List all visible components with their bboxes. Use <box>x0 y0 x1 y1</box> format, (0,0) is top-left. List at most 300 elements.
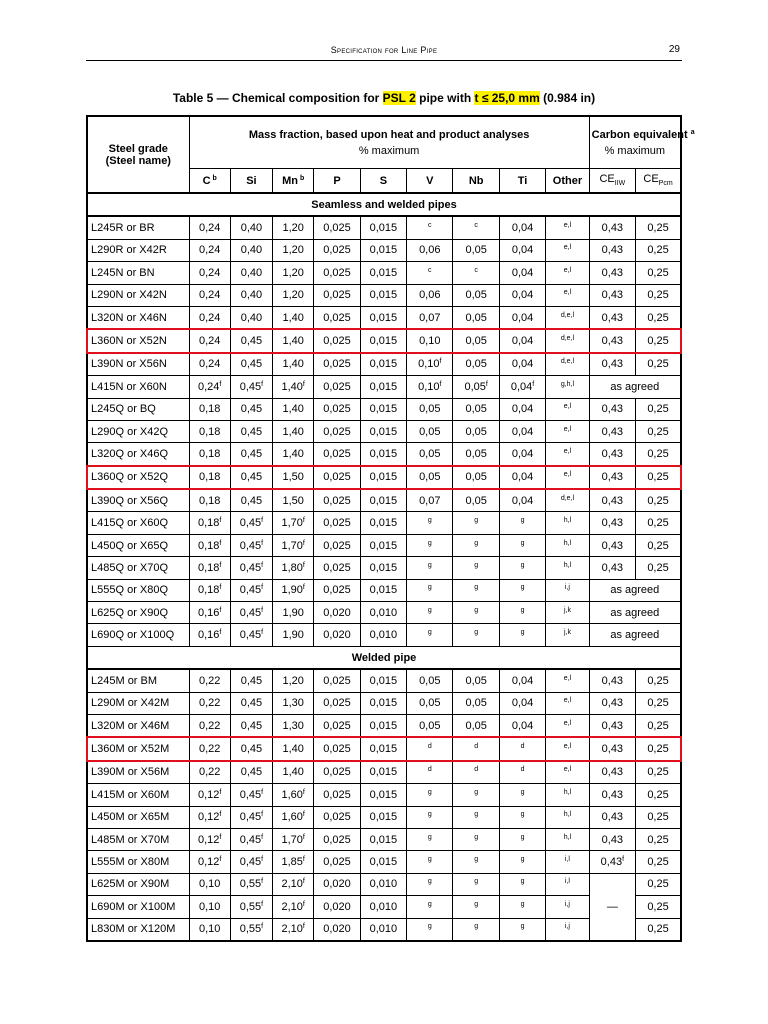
footnote-ref: f <box>302 539 305 547</box>
footnote-ref: f <box>261 380 264 388</box>
value-cell-v <box>407 873 453 895</box>
value-cell-ti: 0,04 <box>499 420 545 442</box>
value-cell-c: 0,10 <box>189 896 230 918</box>
footnote-ref: f <box>261 900 264 908</box>
table-row <box>87 239 681 261</box>
value-cell-nb: 0,05 <box>453 284 499 306</box>
value-cell-si: 0,45 <box>230 398 272 420</box>
value-cell-ti <box>499 602 545 624</box>
footnote-ref: e,l <box>563 743 572 751</box>
value-cell-p: 0,025 <box>314 306 360 329</box>
table-row <box>87 806 681 828</box>
ce-pcm-cell: 0,25 <box>636 443 681 466</box>
value-cell-v <box>407 737 453 760</box>
value-cell-v: 0,05 <box>407 714 453 737</box>
value-cell-other <box>546 806 589 828</box>
mass-fraction-title: Mass fraction, based upon heat and product analyses <box>248 128 530 141</box>
value-cell-ti: 0,04$^f$ <box>499 376 545 398</box>
footnote-ref: f <box>219 629 222 637</box>
value-cell-ti <box>499 918 545 941</box>
footnote-ref: f <box>261 539 264 547</box>
footnote-ref: g,h,l <box>560 380 575 388</box>
value-cell-s: 0,015 <box>360 806 406 828</box>
table-row <box>87 353 681 376</box>
steel-grade-cell: L690Q or X100Q <box>87 624 189 646</box>
value-cell-nb <box>453 828 499 850</box>
footnote-ref: g <box>520 606 525 614</box>
value-cell-ti: 0,04 <box>499 692 545 714</box>
footnote-ref: f <box>302 517 305 525</box>
value-cell-mn: 2,10$^f$ <box>273 918 314 941</box>
ce-iiw-cell: 0,43 <box>589 216 635 239</box>
value-cell-p: 0,025 <box>314 353 360 376</box>
value-cell-s: 0,015 <box>360 784 406 806</box>
value-cell-p: 0,025 <box>314 669 360 692</box>
value-cell-c: 0,18 <box>189 489 230 512</box>
caption-mid: pipe with <box>415 91 475 105</box>
element-header-footnote: b <box>210 174 217 182</box>
element-header-si: Si <box>230 169 272 194</box>
value-cell-other <box>546 602 589 624</box>
value-cell-c: 0,18$^f$ <box>189 534 230 556</box>
running-head <box>86 42 682 61</box>
value-cell-s: 0,015 <box>360 353 406 376</box>
table-row <box>87 851 681 873</box>
value-cell-p: 0,025 <box>314 329 360 352</box>
value-cell-v: 0,10$^f$ <box>407 353 453 376</box>
value-cell-other <box>546 512 589 534</box>
value-cell-nb: 0,05$^f$ <box>453 376 499 398</box>
value-cell-ti <box>499 512 545 534</box>
value-cell-p: 0,025 <box>314 692 360 714</box>
ce-pcm-cell: 0,25 <box>636 557 681 579</box>
value-cell-v <box>407 216 453 239</box>
footnote-ref: d <box>474 766 479 774</box>
footnote-ref: c <box>474 222 478 230</box>
footnote-ref: g <box>520 811 525 819</box>
value-cell-si: 0,45$^f$ <box>230 376 272 398</box>
value-cell-v <box>407 602 453 624</box>
footnote-ref: e,l <box>563 674 572 682</box>
value-cell-p: 0,020 <box>314 873 360 895</box>
footnote-ref: d,e,l <box>560 494 575 502</box>
value-cell-mn: 1,70$^f$ <box>273 828 314 850</box>
carbon-equivalent-merged-cell: as agreed <box>589 602 681 624</box>
ce-iiw-cell: 0,43 <box>589 420 635 442</box>
steel-grade-cell: L415M or X60M <box>87 784 189 806</box>
table-row-highlighted <box>87 737 681 760</box>
value-cell-ti <box>499 873 545 895</box>
value-cell-si: 0,45 <box>230 420 272 442</box>
value-cell-c: 0,18 <box>189 466 230 489</box>
value-cell-si: 0,40 <box>230 284 272 306</box>
value-cell-s: 0,015 <box>360 216 406 239</box>
value-cell-c: 0,18 <box>189 398 230 420</box>
ce-iiw-cell: 0,43 <box>589 466 635 489</box>
value-cell-p: 0,025 <box>314 466 360 489</box>
value-cell-nb: 0,05 <box>453 420 499 442</box>
value-cell-mn: 1,40 <box>273 398 314 420</box>
value-cell-ti <box>499 896 545 918</box>
value-cell-s: 0,015 <box>360 534 406 556</box>
value-cell-other <box>546 761 589 784</box>
ce-iiw-cell: 0,43 <box>589 828 635 850</box>
element-header-v: V <box>407 169 453 194</box>
value-cell-nb <box>453 624 499 646</box>
table-body <box>87 193 681 941</box>
value-cell-v: 0,05 <box>407 692 453 714</box>
value-cell-other <box>546 557 589 579</box>
value-cell-nb <box>453 784 499 806</box>
footnote-ref: f <box>302 900 305 908</box>
value-cell-s: 0,015 <box>360 737 406 760</box>
footnote-ref: f <box>302 811 305 819</box>
value-cell-v <box>407 534 453 556</box>
value-cell-other <box>546 284 589 306</box>
value-cell-other <box>546 534 589 556</box>
ce-pcm-cell: 0,25 <box>636 828 681 850</box>
value-cell-si: 0,45 <box>230 489 272 512</box>
ce-pcm-cell: 0,25 <box>636 896 681 918</box>
value-cell-c: 0,10 <box>189 873 230 895</box>
value-cell-nb: 0,05 <box>453 443 499 466</box>
value-cell-nb <box>453 557 499 579</box>
value-cell-c: 0,12$^f$ <box>189 828 230 850</box>
footnote-ref: f <box>261 788 264 796</box>
value-cell-nb: 0,05 <box>453 398 499 420</box>
value-cell-mn: 1,70$^f$ <box>273 534 314 556</box>
value-cell-c: 0,24$^f$ <box>189 376 230 398</box>
value-cell-other <box>546 376 589 398</box>
value-cell-mn: 1,40 <box>273 761 314 784</box>
ce-iiw-cell: 0,43 <box>589 239 635 261</box>
value-cell-v: 0,05 <box>407 669 453 692</box>
footnote-ref: g <box>427 584 432 592</box>
footnote-ref: f <box>261 517 264 525</box>
running-title: Specification for Line Pipe <box>330 45 438 55</box>
footnote-ref: g <box>474 878 479 886</box>
value-cell-v <box>407 761 453 784</box>
steel-grade-cell: L290M or X42M <box>87 692 189 714</box>
element-header-c: C $^b$ <box>189 169 230 194</box>
ce-pcm-cell: 0,25 <box>636 353 681 376</box>
ce-iiw-cell: 0,43 <box>589 262 635 284</box>
steel-grade-cell: L245Q or BQ <box>87 398 189 420</box>
footnote-ref: e,l <box>563 222 572 230</box>
table-row <box>87 216 681 239</box>
value-cell-ti <box>499 737 545 760</box>
value-cell-ti: 0,04 <box>499 398 545 420</box>
value-cell-mn: 1,70$^f$ <box>273 512 314 534</box>
footnote-ref: g <box>520 856 525 864</box>
value-cell-p: 0,025 <box>314 284 360 306</box>
ce-iiw-cell: 0,43 <box>589 353 635 376</box>
footnote-ref: d,e,l <box>560 335 575 343</box>
steel-grade-header: Steel grade (Steel name) <box>87 116 189 193</box>
value-cell-p: 0,025 <box>314 828 360 850</box>
value-cell-v <box>407 851 453 873</box>
value-cell-other <box>546 896 589 918</box>
value-cell-mn: 1,60$^f$ <box>273 784 314 806</box>
footnote-ref: c <box>474 266 478 274</box>
value-cell-si: 0,55$^f$ <box>230 896 272 918</box>
value-cell-p: 0,025 <box>314 784 360 806</box>
value-cell-s: 0,015 <box>360 557 406 579</box>
value-cell-p: 0,025 <box>314 239 360 261</box>
value-cell-p: 0,025 <box>314 737 360 760</box>
mass-fraction-header <box>189 116 589 169</box>
value-cell-other <box>546 489 589 512</box>
value-cell-p: 0,020 <box>314 896 360 918</box>
footnote-ref: e,l <box>563 266 572 274</box>
value-cell-s: 0,015 <box>360 466 406 489</box>
value-cell-c: 0,18$^f$ <box>189 579 230 601</box>
steel-grade-cell: L555M or X80M <box>87 851 189 873</box>
ce-pcm-cell: 0,25 <box>636 851 681 873</box>
value-cell-si: 0,45$^f$ <box>230 784 272 806</box>
value-cell-si: 0,45$^f$ <box>230 602 272 624</box>
value-cell-nb: 0,05 <box>453 692 499 714</box>
ce-pcm-cell: 0,25 <box>636 420 681 442</box>
value-cell-nb: 0,05 <box>453 669 499 692</box>
footnote-ref: f <box>302 380 305 388</box>
footnote-ref: f <box>261 606 264 614</box>
value-cell-ti: 0,04 <box>499 353 545 376</box>
value-cell-v: 0,05 <box>407 420 453 442</box>
value-cell-mn: 1,50 <box>273 489 314 512</box>
footnote-ref: d <box>520 743 525 751</box>
value-cell-s: 0,015 <box>360 443 406 466</box>
value-cell-v <box>407 579 453 601</box>
value-cell-ti: 0,04 <box>499 714 545 737</box>
footnote-ref: f <box>219 833 222 841</box>
value-cell-p: 0,020 <box>314 602 360 624</box>
ce-pcm-cell: 0,25 <box>636 216 681 239</box>
table-row <box>87 284 681 306</box>
value-cell-v: 0,05 <box>407 443 453 466</box>
value-cell-ti: 0,04 <box>499 329 545 352</box>
table-caption <box>0 91 768 105</box>
ce-pcm-cell: 0,25 <box>636 784 681 806</box>
value-cell-v <box>407 806 453 828</box>
value-cell-v <box>407 557 453 579</box>
footnote-ref: g <box>520 788 525 796</box>
value-cell-other <box>546 873 589 895</box>
value-cell-si: 0,45 <box>230 692 272 714</box>
carbon-equivalent-merged-cell: as agreed <box>589 624 681 646</box>
value-cell-other <box>546 692 589 714</box>
value-cell-nb <box>453 806 499 828</box>
value-cell-other <box>546 329 589 352</box>
table-row <box>87 489 681 512</box>
footnote-ref: g <box>474 788 479 796</box>
footnote-ref: g <box>474 833 479 841</box>
value-cell-other <box>546 216 589 239</box>
ce-iiw-cell: 0,43 <box>589 329 635 352</box>
footnote-ref: f <box>302 788 305 796</box>
value-cell-s: 0,015 <box>360 376 406 398</box>
footnote-ref: e,l <box>563 244 572 252</box>
value-cell-p: 0,025 <box>314 557 360 579</box>
footnote-ref: f <box>302 561 305 569</box>
ce-header-subscript: IIW <box>614 180 626 188</box>
value-cell-nb <box>453 602 499 624</box>
footnote-ref: d <box>474 743 479 751</box>
value-cell-s: 0,015 <box>360 262 406 284</box>
footnote-ref: g <box>427 539 432 547</box>
ce-pcm-cell: 0,25 <box>636 284 681 306</box>
ce-iiw-cell: 0,43 <box>589 489 635 512</box>
ce-iiw-cell: 0,43 <box>589 443 635 466</box>
footnote-ref: e,l <box>563 719 572 727</box>
footnote-ref: g <box>427 788 432 796</box>
value-cell-other <box>546 669 589 692</box>
footnote-ref: i,j <box>564 584 570 592</box>
footnote-ref: e,l <box>563 425 572 433</box>
value-cell-ti: 0,04 <box>499 669 545 692</box>
footnote-ref: g <box>427 923 432 931</box>
value-cell-c: 0,12$^f$ <box>189 851 230 873</box>
steel-grade-cell: L830M or X120M <box>87 918 189 941</box>
ce-pcm-cell: 0,25 <box>636 466 681 489</box>
value-cell-nb <box>453 918 499 941</box>
value-cell-si: 0,45$^f$ <box>230 806 272 828</box>
footnote-ref: f <box>219 517 222 525</box>
mass-fraction-max-note: % maximum <box>358 144 420 157</box>
value-cell-mn: 1,40 <box>273 443 314 466</box>
section-title: Seamless and welded pipes <box>87 193 681 216</box>
caption-suffix: (0.984 in) <box>539 91 596 105</box>
value-cell-p: 0,025 <box>314 806 360 828</box>
footnote-ref: d <box>427 766 432 774</box>
footnote-ref: f <box>302 923 305 931</box>
value-cell-mn: 1,40 <box>273 420 314 442</box>
ce-iiw-cell: 0,43 <box>589 692 635 714</box>
value-cell-s: 0,015 <box>360 512 406 534</box>
element-header-s: S <box>360 169 406 194</box>
value-cell-v: 0,06 <box>407 239 453 261</box>
value-cell-other <box>546 443 589 466</box>
value-cell-ti <box>499 784 545 806</box>
value-cell-s: 0,015 <box>360 284 406 306</box>
value-cell-v: 0,05 <box>407 466 453 489</box>
footnote-ref: j,k <box>563 629 571 637</box>
value-cell-si: 0,40 <box>230 306 272 329</box>
value-cell-mn: 1,20 <box>273 669 314 692</box>
section-row <box>87 193 681 216</box>
value-cell-other <box>546 624 589 646</box>
value-cell-nb <box>453 896 499 918</box>
steel-grade-cell: L390N or X56N <box>87 353 189 376</box>
value-cell-v <box>407 784 453 806</box>
steel-grade-cell: L450Q or X65Q <box>87 534 189 556</box>
value-cell-c: 0,18$^f$ <box>189 512 230 534</box>
value-cell-p: 0,025 <box>314 579 360 601</box>
ce-iiw-cell: 0,43 <box>589 737 635 760</box>
carbon-equivalent-max-note: % maximum <box>604 144 666 157</box>
value-cell-s: 0,015 <box>360 761 406 784</box>
footnote-ref: g <box>474 629 479 637</box>
footnote-ref: g <box>474 561 479 569</box>
ce-iiw-cell: 0,43 <box>589 669 635 692</box>
value-cell-si: 0,45$^f$ <box>230 557 272 579</box>
value-cell-ti <box>499 579 545 601</box>
value-cell-si: 0,45$^f$ <box>230 624 272 646</box>
value-cell-nb: 0,05 <box>453 466 499 489</box>
ce-pcm-cell: 0,25 <box>636 239 681 261</box>
footnote-ref: f <box>219 606 222 614</box>
value-cell-ti <box>499 624 545 646</box>
value-cell-si: 0,45 <box>230 714 272 737</box>
footnote-ref: f <box>302 833 305 841</box>
value-cell-c: 0,22 <box>189 669 230 692</box>
value-cell-ti: 0,04 <box>499 489 545 512</box>
footnote-ref: g <box>474 856 479 864</box>
footnote-ref: g <box>520 629 525 637</box>
table-row <box>87 306 681 329</box>
value-cell-c: 0,24 <box>189 239 230 261</box>
ce-iiw-cell: 0,43$^f$ <box>589 851 635 873</box>
value-cell-c: 0,22 <box>189 692 230 714</box>
value-cell-mn: 1,40 <box>273 353 314 376</box>
value-cell-si: 0,45 <box>230 443 272 466</box>
value-cell-s: 0,015 <box>360 692 406 714</box>
steel-grade-cell: L555Q or X80Q <box>87 579 189 601</box>
ce-pcm-cell: 0,25 <box>636 873 681 895</box>
value-cell-ti <box>499 761 545 784</box>
footnote-ref: g <box>474 517 479 525</box>
value-cell-c: 0,22 <box>189 714 230 737</box>
footnote-ref: f <box>302 856 305 864</box>
value-cell-s: 0,015 <box>360 239 406 261</box>
value-cell-s: 0,015 <box>360 828 406 850</box>
value-cell-v <box>407 828 453 850</box>
value-cell-mn: 1,40 <box>273 329 314 352</box>
footnote-ref: g <box>520 833 525 841</box>
footnote-ref: g <box>520 584 525 592</box>
ce-pcm-cell: 0,25 <box>636 806 681 828</box>
footnote-ref: h,l <box>563 811 572 819</box>
table-row <box>87 761 681 784</box>
value-cell-si: 0,40 <box>230 216 272 239</box>
value-cell-c: 0,24 <box>189 216 230 239</box>
footnote-ref: h,l <box>563 561 572 569</box>
value-cell-v <box>407 512 453 534</box>
ce-pcm-cell: 0,25 <box>636 262 681 284</box>
value-cell-p: 0,025 <box>314 714 360 737</box>
element-header-mn: Mn $^b$ <box>273 169 314 194</box>
value-cell-nb <box>453 262 499 284</box>
steel-grade-cell: L290Q or X42Q <box>87 420 189 442</box>
value-cell-v <box>407 918 453 941</box>
value-cell-mn: 1,30 <box>273 692 314 714</box>
ce-iiw-cell: 0,43 <box>589 784 635 806</box>
carbon-equivalent-merged-cell: as agreed <box>589 579 681 601</box>
table-row <box>87 828 681 850</box>
table-row <box>87 624 681 646</box>
value-cell-s: 0,015 <box>360 420 406 442</box>
value-cell-ti <box>499 806 545 828</box>
steel-grade-cell: L360M or X52M <box>87 737 189 760</box>
carbon-equivalent-title: Carbon equivalent <box>591 128 688 141</box>
footnote-ref: f <box>261 833 264 841</box>
footnote-ref: d,e,l <box>560 358 575 366</box>
value-cell-ti: 0,04 <box>499 284 545 306</box>
value-cell-other <box>546 239 589 261</box>
value-cell-p: 0,025 <box>314 512 360 534</box>
footnote-ref: g <box>427 811 432 819</box>
value-cell-nb <box>453 512 499 534</box>
